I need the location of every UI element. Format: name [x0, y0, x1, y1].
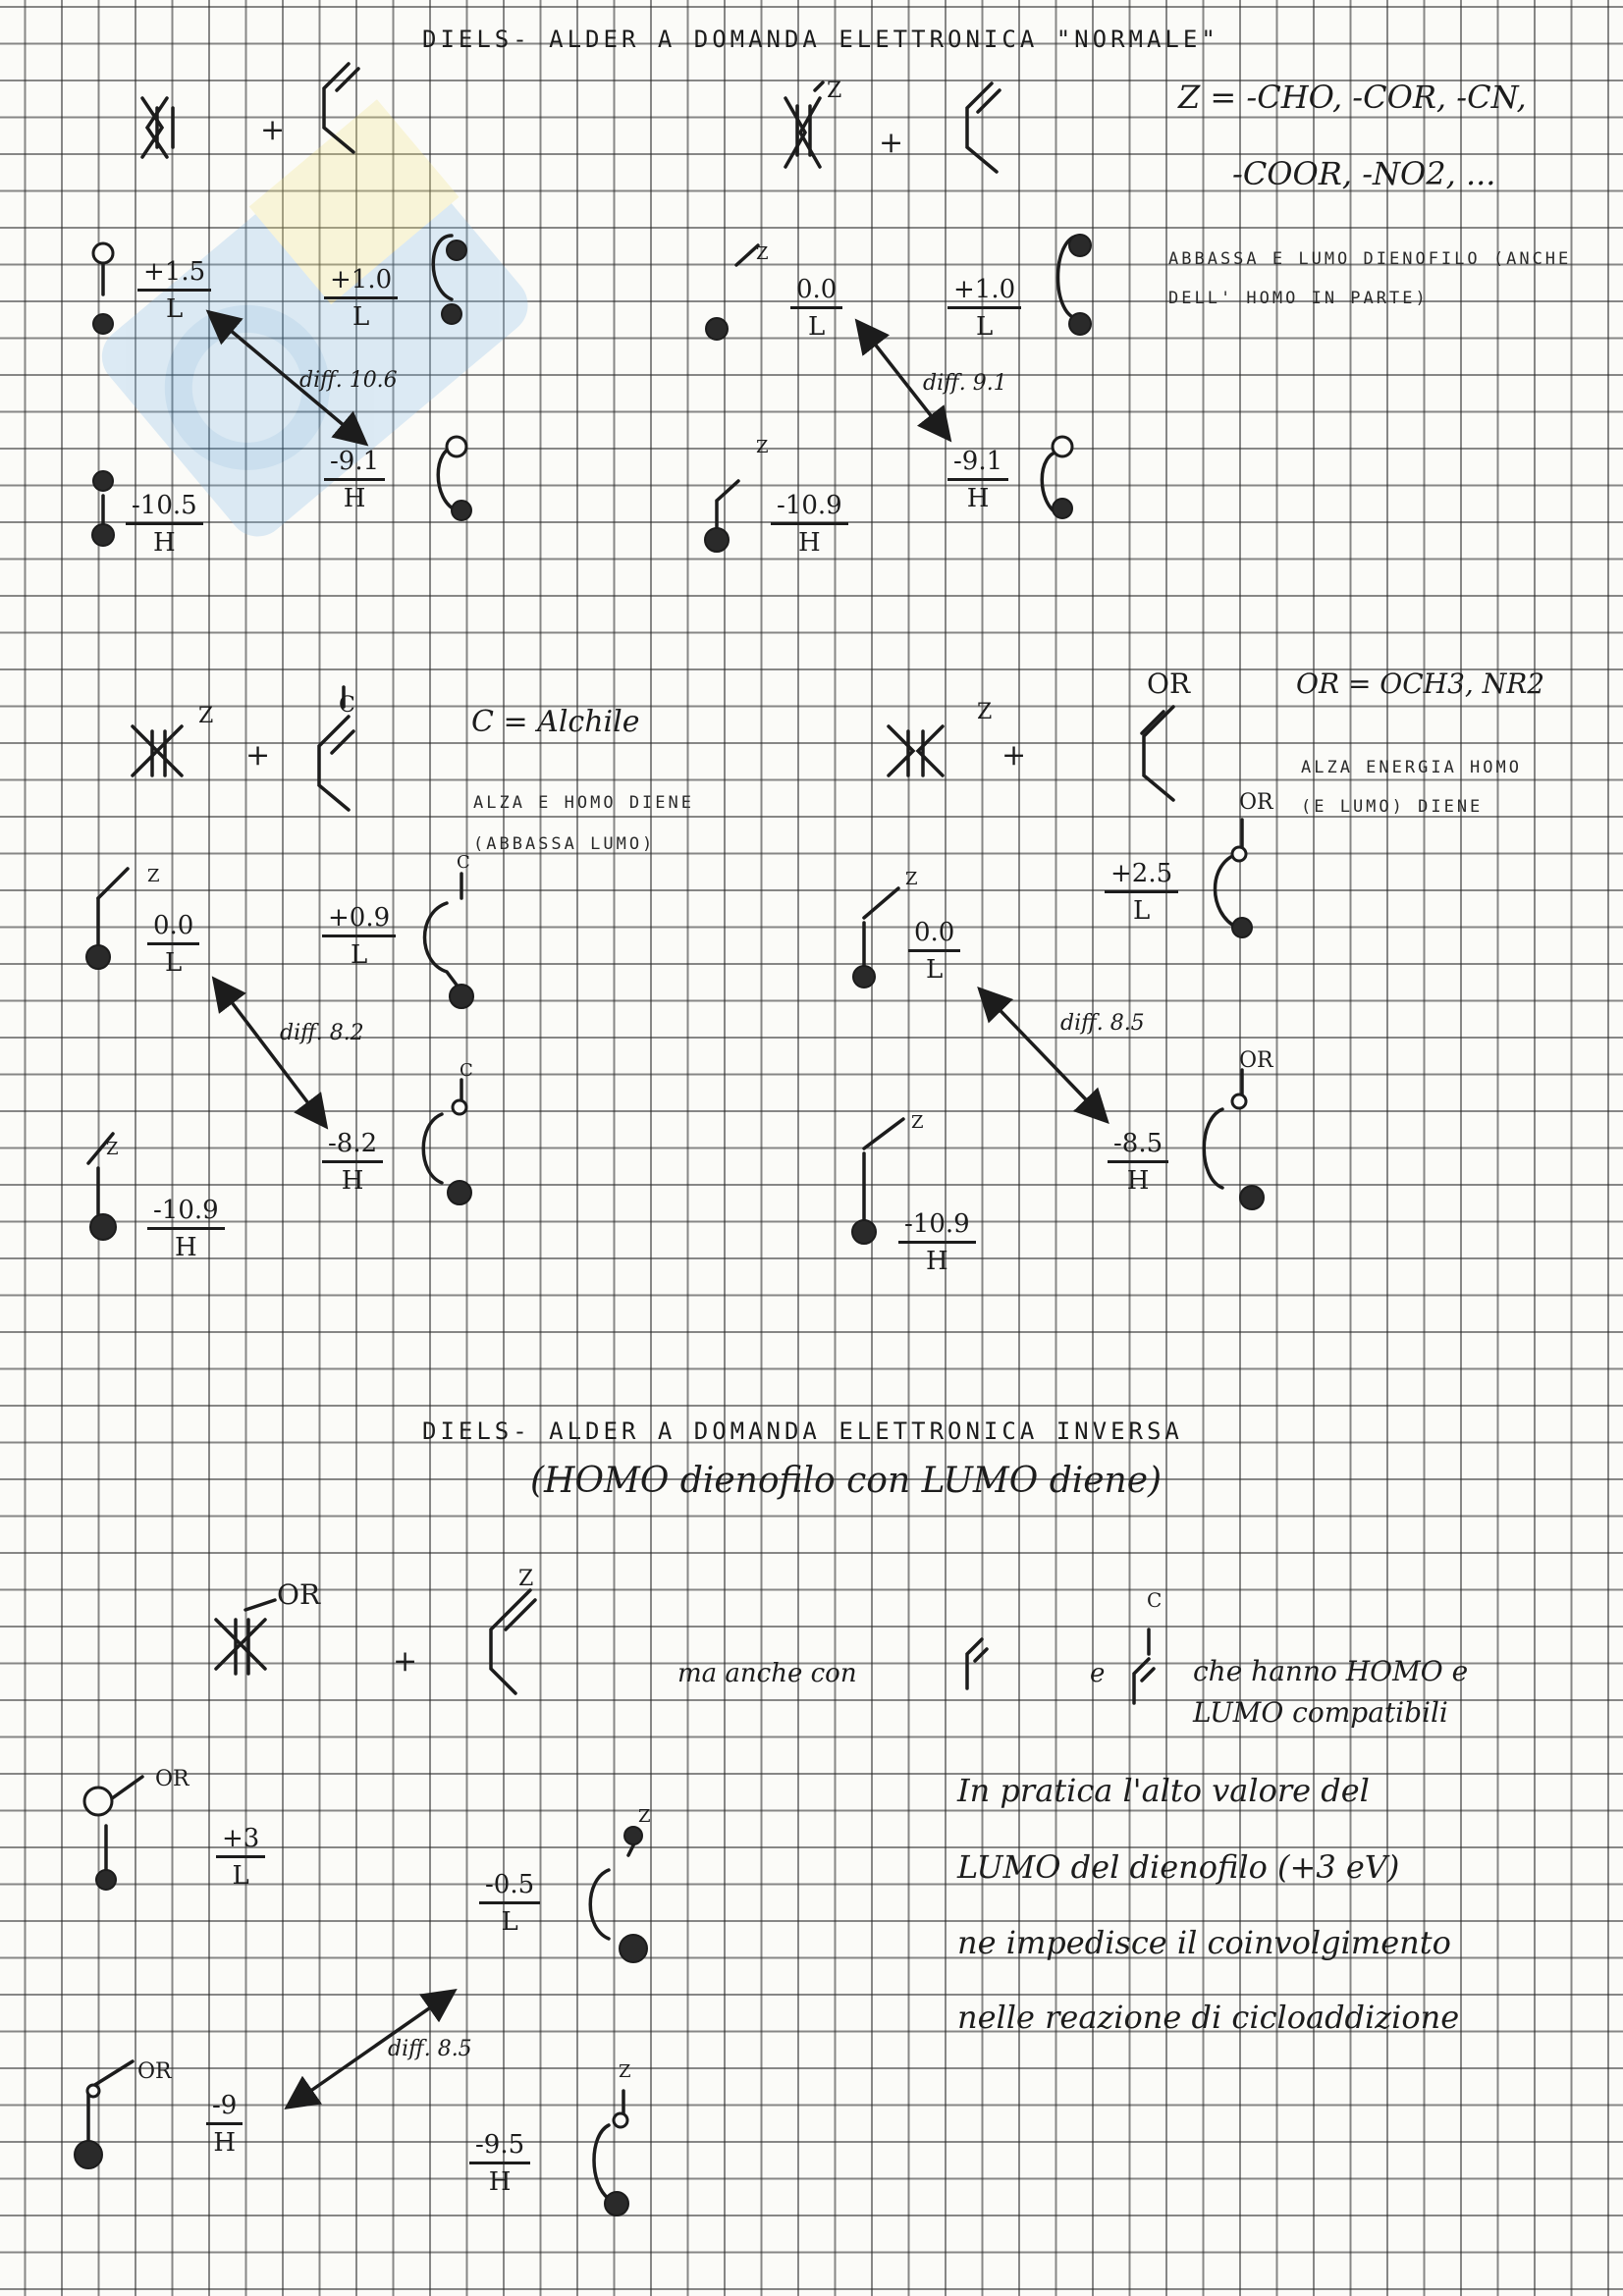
- c-effect-line1: ALZA E HOMO DIENE: [473, 793, 694, 813]
- substituent-c: C: [460, 1060, 473, 1081]
- transition-arrow: [211, 314, 363, 442]
- substituent-z: Z: [638, 1806, 651, 1827]
- orbital-lobe: [96, 1870, 116, 1890]
- dienophile-structure: [133, 726, 182, 775]
- energy-level-lumo: $\frac{+0.9}{L}$: [322, 903, 396, 971]
- orbital-diagram: [88, 820, 1242, 1227]
- diene-structure: [324, 64, 358, 152]
- orbital-lobe-open: [1232, 847, 1246, 861]
- orbital-diagram: [103, 236, 1080, 540]
- substituent-z: Z: [756, 243, 769, 264]
- transition-arrow: [982, 991, 1105, 1119]
- substituent-c: C: [339, 693, 355, 718]
- orbital-lobe: [86, 945, 110, 969]
- dienophile-structure: [785, 82, 823, 167]
- compat-line2: LUMO compatibili: [1193, 1696, 1448, 1729]
- substituent-or: OR: [277, 1578, 321, 1611]
- orbital-lobe: [620, 1935, 647, 1962]
- energy-level-homo: $\frac{-8.2}{H}$: [322, 1129, 383, 1197]
- z-groups-line1: Z = -CHO, -COR, -CN,: [1178, 79, 1527, 116]
- and-text: e: [1090, 1659, 1106, 1688]
- orbital-lobe: [452, 501, 471, 520]
- orbital-lobe: [442, 304, 461, 324]
- orbital-lobe: [93, 471, 113, 491]
- plus-sign: +: [245, 738, 271, 773]
- energy-level-homo: $\frac{-10.9}{H}$: [898, 1209, 976, 1277]
- substituent-z: Z: [106, 1139, 119, 1159]
- energy-level-lumo: $\frac{+1.0}{L}$: [324, 265, 398, 333]
- orbital-diagram: [88, 1777, 638, 2199]
- orbital-lobe-open: [447, 437, 466, 456]
- energy-difference: diff. 8.5: [1060, 1011, 1145, 1036]
- orbital-lobe-open: [84, 1788, 112, 1815]
- also-with-text: ma anche con: [677, 1659, 857, 1688]
- z-effect-line1: ABBASSA E LUMO DIENOFILO (ANCHE: [1168, 249, 1572, 269]
- z-effect-line2: DELL' HOMO IN PARTE): [1168, 289, 1429, 308]
- orbital-lobe: [705, 528, 729, 552]
- diene-structure: [319, 687, 353, 810]
- substituent-or: OR: [1239, 790, 1273, 815]
- orbital-lobe: [1240, 1186, 1264, 1209]
- orbital-lobe: [853, 966, 875, 988]
- orbital-lobe: [90, 1214, 116, 1240]
- dienophile-structure: [142, 98, 173, 157]
- orbital-lobe: [605, 2192, 628, 2216]
- substituent-z: Z: [619, 2061, 631, 2082]
- plus-sign: +: [393, 1644, 418, 1679]
- heading-normal-demand: DIELS- ALDER A DOMANDA ELETTRONICA "NORMALE": [422, 26, 1219, 53]
- substituent-z: Z: [905, 869, 918, 889]
- explain-line3: ne impedisce il coinvolgimento: [957, 1924, 1451, 1961]
- energy-level-lumo: $\frac{+2.5}{L}$: [1105, 859, 1178, 927]
- orbital-lobe-open: [1053, 437, 1072, 456]
- substituent-z: Z: [977, 700, 993, 724]
- orbital-lobe: [706, 318, 728, 340]
- orbital-lobe-open: [93, 243, 113, 263]
- energy-difference: diff. 8.2: [280, 1021, 364, 1045]
- orbital-lobe: [624, 1827, 642, 1844]
- explain-line1: In pratica l'alto valore del: [957, 1772, 1370, 1809]
- energy-difference: diff. 8.5: [388, 2037, 472, 2061]
- energy-level-lumo: $\frac{0.0}{L}$: [147, 911, 199, 979]
- energy-level-lumo: $\frac{+1.5}{L}$: [137, 257, 211, 325]
- or-effect-line1: ALZA ENERGIA HOMO: [1301, 758, 1522, 777]
- substituent-c: C: [457, 852, 470, 873]
- c-effect-line2: (ABBASSA LUMO): [473, 834, 656, 854]
- substituent-z: Z: [198, 704, 214, 728]
- transition-arrow: [290, 1993, 452, 2106]
- orbital-lobe: [93, 314, 113, 334]
- substituent-z: Z: [756, 437, 769, 457]
- diene-structure: [491, 1590, 535, 1693]
- substituent-z: Z: [827, 79, 842, 103]
- or-effect-line2: (E LUMO) DIENE: [1301, 797, 1484, 817]
- explain-line2: LUMO del dienofilo (+3 eV): [957, 1848, 1400, 1886]
- energy-level-homo: $\frac{-8.5}{H}$: [1108, 1129, 1168, 1197]
- heading-inverse-subtitle: (HOMO dienofilo con LUMO diene): [530, 1461, 1163, 1501]
- orbital-lobe: [448, 1181, 471, 1204]
- substituent-z: Z: [147, 866, 160, 886]
- orbital-lobe-open: [1232, 1095, 1246, 1108]
- energy-level-homo: $\frac{-9.1}{H}$: [324, 447, 385, 514]
- dienophile-structure: [889, 726, 943, 775]
- diene-structure: [1142, 707, 1173, 800]
- orbital-lobe: [1053, 499, 1072, 518]
- orbital-lobe: [852, 1220, 876, 1244]
- substituent-z: Z: [911, 1112, 924, 1133]
- orbital-lobe: [450, 985, 473, 1008]
- orbital-lobe: [75, 2141, 102, 2168]
- orbital-lobe-open: [614, 2113, 627, 2127]
- energy-level-lumo: $\frac{0.0}{L}$: [908, 918, 960, 986]
- energy-level-lumo: $\frac{0.0}{L}$: [790, 275, 842, 343]
- dienophile-structure: [216, 1600, 275, 1674]
- orbital-lobe: [1069, 313, 1091, 335]
- energy-level-homo: $\frac{-10.5}{H}$: [126, 491, 203, 559]
- orbital-lobe: [1069, 235, 1091, 256]
- substituent-z: Z: [518, 1567, 534, 1591]
- diene-structure: [967, 83, 1000, 172]
- small-alkene-structure: [967, 1629, 1154, 1703]
- energy-level-homo: $\frac{-9.1}{H}$: [947, 447, 1008, 514]
- energy-difference: diff. 10.6: [299, 368, 398, 393]
- substituent-c: C: [1147, 1588, 1163, 1612]
- energy-level-homo: $\frac{-9}{H}$: [206, 2091, 243, 2159]
- transition-arrow: [216, 982, 324, 1124]
- orbital-lobe-open: [87, 2085, 99, 2097]
- explain-line4: nelle reazione di cicloaddizione: [957, 1999, 1460, 2036]
- or-definition: OR = OCH3, NR2: [1296, 667, 1545, 700]
- energy-level-homo: $\frac{-10.9}{H}$: [147, 1196, 225, 1263]
- plus-sign: +: [879, 126, 904, 160]
- substituent-or: OR: [137, 2059, 172, 2084]
- energy-level-lumo: $\frac{-0.5}{L}$: [479, 1870, 540, 1938]
- substituent-or: OR: [1239, 1048, 1273, 1073]
- energy-level-homo: $\frac{-9.5}{H}$: [469, 2130, 530, 2198]
- c-definition: C = Alchile: [471, 705, 640, 739]
- energy-level-lumo: $\frac{+1.0}{L}$: [947, 275, 1021, 343]
- orbital-lobe: [447, 240, 466, 260]
- orbital-lobe: [92, 524, 114, 546]
- orbital-lobe: [1232, 918, 1252, 937]
- plus-sign: +: [1001, 738, 1027, 773]
- heading-inverse-demand: DIELS- ALDER A DOMANDA ELETTRONICA INVERSA: [422, 1417, 1183, 1445]
- substituent-or: OR: [155, 1767, 189, 1791]
- z-groups-line2: -COOR, -NO2, ...: [1232, 155, 1496, 192]
- compat-line1: che hanno HOMO e: [1193, 1655, 1469, 1687]
- energy-level-homo: $\frac{-10.9}{H}$: [771, 491, 848, 559]
- orbital-lobe-open: [453, 1100, 466, 1114]
- substituent-or: OR: [1147, 667, 1191, 700]
- transition-arrow: [859, 324, 947, 437]
- plus-sign: +: [260, 113, 286, 147]
- energy-level-lumo: $\frac{+3}{L}$: [216, 1824, 265, 1892]
- energy-difference: diff. 9.1: [923, 371, 1007, 396]
